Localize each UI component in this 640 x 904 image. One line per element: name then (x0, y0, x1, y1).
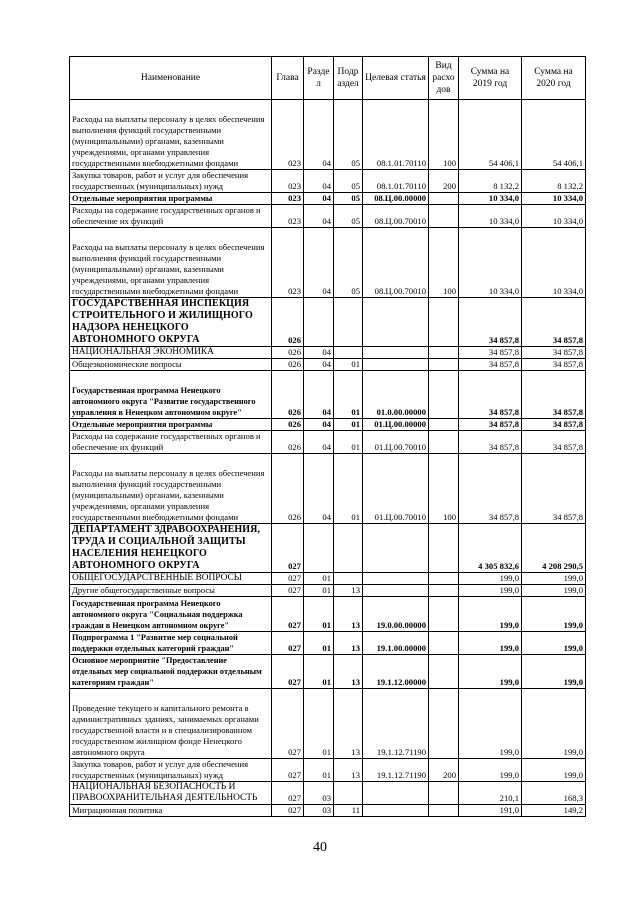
cell-sum2019: 210,1 (459, 782, 522, 805)
cell-vid (429, 632, 459, 655)
cell-razdel: 04 (304, 347, 334, 359)
cell-glava: 026 (272, 371, 304, 419)
header-name: Наименование (70, 57, 272, 100)
cell-sum2020: 199,0 (522, 573, 586, 585)
cell-sum2019: 10 334,0 (459, 205, 522, 228)
cell-sum2020: 34 857,8 (522, 371, 586, 419)
cell-name: Государственная программа Ненецкого автономного округа "Развитие государственного управления в Ненецком автономном округе" (70, 371, 272, 419)
cell-podrazdel: 13 (334, 655, 363, 689)
cell-podrazdel: 13 (334, 585, 363, 597)
cell-sum2019: 34 857,8 (459, 298, 522, 347)
cell-vid (429, 805, 459, 817)
cell-name: Отдельные мероприятия программы (70, 419, 272, 431)
page-number: 40 (313, 840, 327, 855)
cell-vid (429, 193, 459, 205)
cell-podrazdel (334, 347, 363, 359)
cell-sum2019: 199,0 (459, 597, 522, 632)
cell-target (363, 298, 429, 347)
cell-podrazdel: 01 (334, 371, 363, 419)
cell-glava: 027 (272, 632, 304, 655)
cell-sum2020: 199,0 (522, 655, 586, 689)
cell-vid (429, 347, 459, 359)
table-row (70, 759, 586, 782)
header-sum-2020: Сумма на 2020 год (522, 57, 586, 100)
cell-name: Другие общегосударственные вопросы (70, 585, 272, 597)
cell-vid (429, 655, 459, 689)
header-sum-2019: Сумма на 2019 год (459, 57, 522, 100)
cell-vid (429, 298, 459, 347)
cell-glava: 027 (272, 805, 304, 817)
cell-sum2020: 199,0 (522, 597, 586, 632)
table-row (70, 585, 586, 597)
cell-vid (429, 431, 459, 454)
cell-podrazdel: 01 (334, 431, 363, 454)
cell-target (363, 347, 429, 359)
cell-razdel: 01 (304, 585, 334, 597)
cell-sum2020: 168,3 (522, 782, 586, 805)
cell-name: Закупка товаров, работ и услуг для обеспечения государственных (муниципальных) нужд (70, 170, 272, 193)
header-target: Целевая статья (363, 57, 429, 100)
cell-razdel: 01 (304, 689, 334, 759)
cell-podrazdel: 01 (334, 419, 363, 431)
cell-glava: 026 (272, 359, 304, 371)
cell-vid: 100 (429, 228, 459, 298)
cell-glava: 026 (272, 454, 304, 524)
cell-target: 01.Ц.00.00000 (363, 419, 429, 431)
cell-glava: 026 (272, 347, 304, 359)
cell-glava: 023 (272, 170, 304, 193)
cell-sum2019: 199,0 (459, 759, 522, 782)
cell-glava: 023 (272, 205, 304, 228)
cell-razdel: 04 (304, 454, 334, 524)
table-row (70, 573, 586, 585)
table-row (70, 205, 586, 228)
cell-vid: 200 (429, 170, 459, 193)
cell-sum2019: 199,0 (459, 689, 522, 759)
cell-podrazdel: 05 (334, 228, 363, 298)
cell-target (363, 573, 429, 585)
cell-sum2019: 10 334,0 (459, 228, 522, 298)
cell-vid (429, 205, 459, 228)
header-glava: Глава (272, 57, 304, 100)
table-row (70, 419, 586, 431)
cell-target (363, 359, 429, 371)
cell-razdel (304, 524, 334, 573)
table-header-row (70, 57, 586, 100)
cell-sum2019: 34 857,8 (459, 454, 522, 524)
header-razdel: Разде л (304, 57, 334, 100)
cell-podrazdel: 05 (334, 205, 363, 228)
cell-glava: 027 (272, 597, 304, 632)
cell-name: Общеэкономические вопросы (70, 359, 272, 371)
cell-glava: 023 (272, 100, 304, 170)
cell-vid: 200 (429, 759, 459, 782)
table-row (70, 228, 586, 298)
cell-sum2019: 199,0 (459, 585, 522, 597)
cell-target: 19.1.12.71190 (363, 759, 429, 782)
cell-podrazdel: 13 (334, 759, 363, 782)
table-row (70, 597, 586, 632)
cell-glava: 027 (272, 655, 304, 689)
cell-sum2019: 10 334,0 (459, 193, 522, 205)
cell-podrazdel: 01 (334, 454, 363, 524)
cell-razdel: 04 (304, 431, 334, 454)
cell-podrazdel: 13 (334, 632, 363, 655)
cell-name: Отдельные мероприятия программы (70, 193, 272, 205)
cell-razdel: 01 (304, 759, 334, 782)
cell-glava: 027 (272, 585, 304, 597)
cell-sum2020: 34 857,8 (522, 298, 586, 347)
cell-name: ДЕПАРТАМЕНТ ЗДРАВООХРАНЕНИЯ, ТРУДА И СОЦИАЛЬНОЙ ЗАЩИТЫ НАСЕЛЕНИЯ НЕНЕЦКОГО АВТОНОМНОГО ОКРУГА (70, 524, 272, 573)
cell-sum2020: 34 857,8 (522, 347, 586, 359)
cell-podrazdel (334, 782, 363, 805)
cell-vid (429, 359, 459, 371)
table-row (70, 524, 586, 573)
cell-sum2020: 199,0 (522, 632, 586, 655)
cell-podrazdel: 01 (334, 359, 363, 371)
cell-vid (429, 573, 459, 585)
cell-name: Основное мероприятие "Предоставление отдельных мер социальной поддержки отдельным категориям граждан" (70, 655, 272, 689)
table-row (70, 347, 586, 359)
cell-razdel: 04 (304, 419, 334, 431)
cell-target (363, 524, 429, 573)
cell-sum2019: 54 406,1 (459, 100, 522, 170)
table-row (70, 298, 586, 347)
cell-sum2020: 10 334,0 (522, 193, 586, 205)
cell-sum2019: 34 857,8 (459, 431, 522, 454)
cell-name: Государственная программа Ненецкого автономного округа "Социальная поддержка граждан в Ненецком автономном округе" (70, 597, 272, 632)
cell-razdel: 01 (304, 655, 334, 689)
cell-podrazdel (334, 524, 363, 573)
header-vid: Вид расхо дов (429, 57, 459, 100)
cell-razdel: 04 (304, 359, 334, 371)
cell-razdel: 01 (304, 632, 334, 655)
cell-sum2019: 34 857,8 (459, 359, 522, 371)
cell-vid (429, 419, 459, 431)
cell-razdel: 04 (304, 100, 334, 170)
cell-sum2019: 34 857,8 (459, 347, 522, 359)
cell-sum2020: 34 857,8 (522, 419, 586, 431)
cell-target: 19.1.12.71190 (363, 689, 429, 759)
cell-name: Проведение текущего и капитального ремонта в административных зданиях, занимаемых органами государственной власти и в специализированном государственном жилищном фонде Ненецкого автономного округа (70, 689, 272, 759)
cell-target: 08.Ц.00.70010 (363, 228, 429, 298)
cell-name: Расходы на выплаты персоналу в целях обеспечения выполнения функций государственными (муниципальными) органами, казенными учреждениями, органами управления государственными внебюджетными фондами (70, 100, 272, 170)
cell-target (363, 782, 429, 805)
cell-name: Подпрограмма 1 "Развитие мер социальной поддержки отдельных категорий граждан" (70, 632, 272, 655)
cell-name: ГОСУДАРСТВЕННАЯ ИНСПЕКЦИЯ СТРОИТЕЛЬНОГО И ЖИЛИЩНОГО НАДЗОРА НЕНЕЦКОГО АВТОНОМНОГО ОКРУГА (70, 298, 272, 347)
cell-glava: 027 (272, 689, 304, 759)
table-row (70, 782, 586, 805)
cell-razdel: 01 (304, 573, 334, 585)
cell-target (363, 805, 429, 817)
cell-target: 08.1.01.70110 (363, 170, 429, 193)
cell-razdel: 04 (304, 228, 334, 298)
table-row (70, 655, 586, 689)
cell-sum2019: 199,0 (459, 632, 522, 655)
cell-glava: 026 (272, 298, 304, 347)
cell-target: 01.Ц.00.70010 (363, 454, 429, 524)
cell-target: 08.Ц.00.00000 (363, 193, 429, 205)
cell-name: НАЦИОНАЛЬНАЯ ЭКОНОМИКА (70, 347, 272, 359)
cell-target: 08.1.01.70110 (363, 100, 429, 170)
table-row (70, 371, 586, 419)
cell-name: Расходы на выплаты персоналу в целях обеспечения выполнения функций государственными (муниципальными) органами, казенными учреждениями, органами управления государственными внебюджетными фондами (70, 454, 272, 524)
cell-podrazdel: 05 (334, 170, 363, 193)
cell-razdel (304, 298, 334, 347)
cell-podrazdel (334, 298, 363, 347)
cell-sum2020: 199,0 (522, 759, 586, 782)
cell-podrazdel: 05 (334, 100, 363, 170)
cell-vid (429, 689, 459, 759)
cell-target: 08.Ц.00.70010 (363, 205, 429, 228)
cell-name: Расходы на содержание государственных органов и обеспечение их функций (70, 205, 272, 228)
cell-sum2019: 191,0 (459, 805, 522, 817)
cell-target: 19.1.00.00000 (363, 632, 429, 655)
cell-sum2020: 149,2 (522, 805, 586, 817)
cell-razdel: 04 (304, 193, 334, 205)
cell-podrazdel: 05 (334, 193, 363, 205)
cell-podrazdel: 13 (334, 689, 363, 759)
cell-glava: 027 (272, 573, 304, 585)
table-row (70, 359, 586, 371)
cell-sum2019: 199,0 (459, 573, 522, 585)
cell-glava: 026 (272, 419, 304, 431)
cell-target (363, 585, 429, 597)
cell-sum2020: 8 132,2 (522, 170, 586, 193)
cell-razdel: 03 (304, 782, 334, 805)
cell-sum2019: 4 305 832,6 (459, 524, 522, 573)
cell-target: 01.Ц.00.70010 (363, 431, 429, 454)
cell-sum2019: 199,0 (459, 655, 522, 689)
cell-name: ОБЩЕГОСУДАРСТВЕННЫЕ ВОПРОСЫ (70, 573, 272, 585)
cell-sum2020: 199,0 (522, 689, 586, 759)
cell-sum2019: 8 132,2 (459, 170, 522, 193)
table-row (70, 170, 586, 193)
cell-vid: 100 (429, 100, 459, 170)
table-row (70, 193, 586, 205)
cell-glava: 027 (272, 782, 304, 805)
cell-glava: 023 (272, 193, 304, 205)
cell-sum2020: 10 334,0 (522, 228, 586, 298)
table-row (70, 454, 586, 524)
cell-sum2019: 34 857,8 (459, 371, 522, 419)
cell-sum2020: 10 334,0 (522, 205, 586, 228)
cell-target: 19.0.00.00000 (363, 597, 429, 632)
table-row (70, 100, 586, 170)
cell-name: Расходы на содержание государственных органов и обеспечение их функций (70, 431, 272, 454)
cell-sum2020: 199,0 (522, 585, 586, 597)
cell-razdel: 04 (304, 170, 334, 193)
cell-vid: 100 (429, 454, 459, 524)
cell-target: 19.1.12.00000 (363, 655, 429, 689)
cell-name: Закупка товаров, работ и услуг для обеспечения государственных (муниципальных) нужд (70, 759, 272, 782)
cell-sum2020: 4 208 290,5 (522, 524, 586, 573)
cell-sum2019: 34 857,8 (459, 419, 522, 431)
cell-podrazdel: 13 (334, 597, 363, 632)
header-podrazdel: Подр аздел (334, 57, 363, 100)
budget-table (69, 56, 586, 817)
table-row (70, 805, 586, 817)
cell-razdel: 03 (304, 805, 334, 817)
cell-sum2020: 34 857,8 (522, 431, 586, 454)
cell-sum2020: 34 857,8 (522, 454, 586, 524)
cell-vid (429, 782, 459, 805)
cell-vid (429, 585, 459, 597)
table-row (70, 689, 586, 759)
cell-name: Миграционная политика (70, 805, 272, 817)
cell-vid (429, 524, 459, 573)
cell-glava: 026 (272, 431, 304, 454)
cell-glava: 027 (272, 759, 304, 782)
cell-glava: 023 (272, 228, 304, 298)
table-row (70, 431, 586, 454)
cell-sum2020: 54 406,1 (522, 100, 586, 170)
cell-target: 01.0.00.00000 (363, 371, 429, 419)
cell-name: НАЦИОНАЛЬНАЯ БЕЗОПАСНОСТЬ И ПРАВООХРАНИТЕЛЬНАЯ ДЕЯТЕЛЬНОСТЬ (70, 782, 272, 805)
cell-razdel: 01 (304, 597, 334, 632)
cell-razdel: 04 (304, 205, 334, 228)
cell-podrazdel: 11 (334, 805, 363, 817)
table-row (70, 632, 586, 655)
cell-sum2020: 34 857,8 (522, 359, 586, 371)
cell-podrazdel (334, 573, 363, 585)
cell-vid (429, 597, 459, 632)
cell-name: Расходы на выплаты персоналу в целях обеспечения выполнения функций государственными (муниципальными) органами, казенными учреждениями, органами управления государственными внебюджетными фондами (70, 228, 272, 298)
cell-vid (429, 371, 459, 419)
cell-glava: 027 (272, 524, 304, 573)
cell-razdel: 04 (304, 371, 334, 419)
